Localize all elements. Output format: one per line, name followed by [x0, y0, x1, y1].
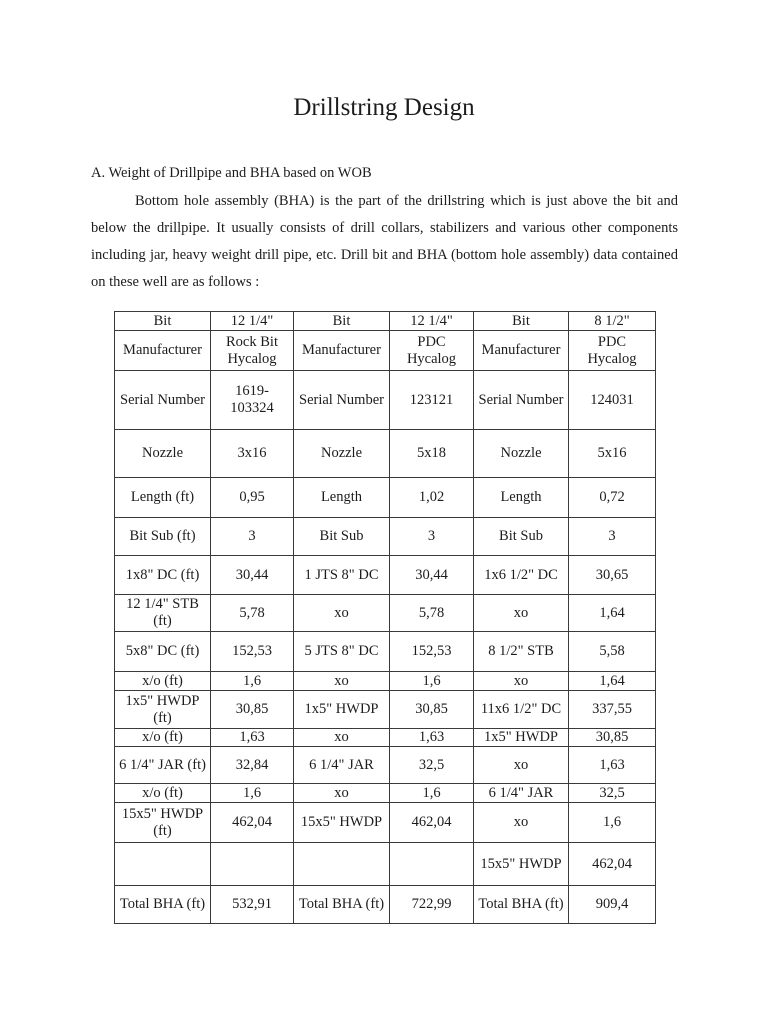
- table-cell: 3: [569, 518, 656, 556]
- table-row: [115, 691, 656, 729]
- table-cell: 1,02: [390, 478, 474, 518]
- table-cell: Bit Sub: [474, 518, 569, 556]
- table-cell: 0,72: [569, 478, 656, 518]
- table-cell: xo: [294, 729, 390, 747]
- table-cell: Nozzle: [474, 430, 569, 478]
- table-cell: Total BHA (ft): [115, 886, 211, 924]
- table-cell: 1x8" DC (ft): [115, 556, 211, 595]
- table-cell: 11x6 1/2" DC: [474, 691, 569, 729]
- table-cell: 12 1/4" STB (ft): [115, 595, 211, 632]
- table-cell: 532,91: [211, 886, 294, 924]
- table-row: [115, 331, 656, 371]
- table-cell: 462,04: [211, 803, 294, 843]
- table-cell: Manufacturer: [294, 331, 390, 371]
- table-cell: 1,6: [569, 803, 656, 843]
- table-cell: 1,63: [211, 729, 294, 747]
- table-cell: Length: [294, 478, 390, 518]
- table-cell: 1x5" HWDP: [474, 729, 569, 747]
- table-cell: 3x16: [211, 430, 294, 478]
- table-cell: 30,44: [211, 556, 294, 595]
- table-cell: 5,78: [390, 595, 474, 632]
- table-cell: Manufacturer: [474, 331, 569, 371]
- table-cell: Bit: [115, 312, 211, 331]
- table-row: [115, 886, 656, 924]
- table-cell: 1,6: [211, 672, 294, 691]
- table-cell: 6 1/4" JAR: [294, 747, 390, 784]
- table-row: [115, 729, 656, 747]
- table-cell: 1,63: [569, 747, 656, 784]
- table-cell: 15x5" HWDP: [474, 843, 569, 886]
- table-cell: 152,53: [390, 632, 474, 672]
- table-cell: Total BHA (ft): [474, 886, 569, 924]
- table-cell: xo: [474, 672, 569, 691]
- table-cell: 32,84: [211, 747, 294, 784]
- table-cell: 1,63: [390, 729, 474, 747]
- table-cell: Nozzle: [115, 430, 211, 478]
- table-cell: 30,85: [211, 691, 294, 729]
- table-cell: PDC Hycalog: [390, 331, 474, 371]
- table-cell: 5x18: [390, 430, 474, 478]
- table-cell: 5x16: [569, 430, 656, 478]
- table-cell: 1,6: [390, 672, 474, 691]
- table-cell: 5 JTS 8" DC: [294, 632, 390, 672]
- table-row: [115, 430, 656, 478]
- table-cell: [294, 843, 390, 886]
- table-cell: 1619-103324: [211, 371, 294, 430]
- table-row: [115, 478, 656, 518]
- table-cell: 124031: [569, 371, 656, 430]
- table-cell: xo: [294, 784, 390, 803]
- paragraph-text: Bottom hole assembly (BHA) is the part of the drillstring which is just above the bit and below the drillpipe. It usually consists of drill collars, stabilizers and various other components including jar, heavy weight drill pipe, etc. Drill bit and BHA (bottom hole assembly) data contained on these well are as follows :: [91, 193, 678, 290]
- table-cell: 337,55: [569, 691, 656, 729]
- table-cell: 6 1/4" JAR (ft): [115, 747, 211, 784]
- table-cell: Bit Sub: [294, 518, 390, 556]
- table-cell: 1x5" HWDP (ft): [115, 691, 211, 729]
- table-cell: x/o (ft): [115, 672, 211, 691]
- table-cell: Bit: [294, 312, 390, 331]
- table-cell: Bit: [474, 312, 569, 331]
- table-row: [115, 371, 656, 430]
- table-row: [115, 518, 656, 556]
- table-cell: 30,85: [569, 729, 656, 747]
- table-cell: x/o (ft): [115, 729, 211, 747]
- table-row: [115, 747, 656, 784]
- table-cell: 15x5" HWDP: [294, 803, 390, 843]
- table-cell: 909,4: [569, 886, 656, 924]
- table-cell: xo: [294, 672, 390, 691]
- table-cell: Length: [474, 478, 569, 518]
- table-cell: 123121: [390, 371, 474, 430]
- table-cell: 1,6: [390, 784, 474, 803]
- table-cell: Nozzle: [294, 430, 390, 478]
- table-cell: 3: [211, 518, 294, 556]
- section-heading: A. Weight of Drillpipe and BHA based on WOB: [91, 165, 372, 181]
- table-cell: xo: [474, 803, 569, 843]
- bha-table-body: [115, 312, 656, 924]
- table-row: [115, 843, 656, 886]
- table-cell: PDC Hycalog: [569, 331, 656, 371]
- table-cell: [390, 843, 474, 886]
- table-cell: 1x6 1/2" DC: [474, 556, 569, 595]
- table-cell: 722,99: [390, 886, 474, 924]
- table-row: [115, 784, 656, 803]
- table-cell: 32,5: [390, 747, 474, 784]
- table-cell: 8 1/2": [569, 312, 656, 331]
- table-cell: Total BHA (ft): [294, 886, 390, 924]
- bha-data-table: [114, 311, 656, 924]
- table-row: [115, 312, 656, 331]
- table-cell: 12 1/4": [211, 312, 294, 331]
- table-cell: 5,78: [211, 595, 294, 632]
- table-row: [115, 556, 656, 595]
- table-cell: 462,04: [569, 843, 656, 886]
- table-cell: Bit Sub (ft): [115, 518, 211, 556]
- table-cell: 30,44: [390, 556, 474, 595]
- table-cell: [115, 843, 211, 886]
- table-cell: 32,5: [569, 784, 656, 803]
- table-cell: xo: [294, 595, 390, 632]
- table-cell: 0,95: [211, 478, 294, 518]
- table-cell: 152,53: [211, 632, 294, 672]
- document-title: Drillstring Design: [293, 94, 475, 121]
- table-cell: 3: [390, 518, 474, 556]
- table-cell: 1,6: [211, 784, 294, 803]
- table-cell: 15x5" HWDP (ft): [115, 803, 211, 843]
- table-cell: Serial Number: [115, 371, 211, 430]
- table-cell: 1,64: [569, 595, 656, 632]
- table-cell: Rock Bit Hycalog: [211, 331, 294, 371]
- table-row: [115, 595, 656, 632]
- table-cell: 30,65: [569, 556, 656, 595]
- table-cell: 12 1/4": [390, 312, 474, 331]
- table-cell: 6 1/4" JAR: [474, 784, 569, 803]
- table-cell: 5,58: [569, 632, 656, 672]
- table-cell: 462,04: [390, 803, 474, 843]
- table-cell: 1,64: [569, 672, 656, 691]
- table-cell: [211, 843, 294, 886]
- table-cell: 30,85: [390, 691, 474, 729]
- table-cell: Serial Number: [474, 371, 569, 430]
- table-cell: Serial Number: [294, 371, 390, 430]
- table-cell: 1 JTS 8" DC: [294, 556, 390, 595]
- table-cell: Length (ft): [115, 478, 211, 518]
- table-row: [115, 672, 656, 691]
- table-cell: 8 1/2" STB: [474, 632, 569, 672]
- table-row: [115, 803, 656, 843]
- table-cell: x/o (ft): [115, 784, 211, 803]
- table-cell: Manufacturer: [115, 331, 211, 371]
- body-paragraph: [91, 188, 678, 296]
- table-cell: 1x5" HWDP: [294, 691, 390, 729]
- table-cell: 5x8" DC (ft): [115, 632, 211, 672]
- table-cell: xo: [474, 747, 569, 784]
- table-row: [115, 632, 656, 672]
- table-cell: xo: [474, 595, 569, 632]
